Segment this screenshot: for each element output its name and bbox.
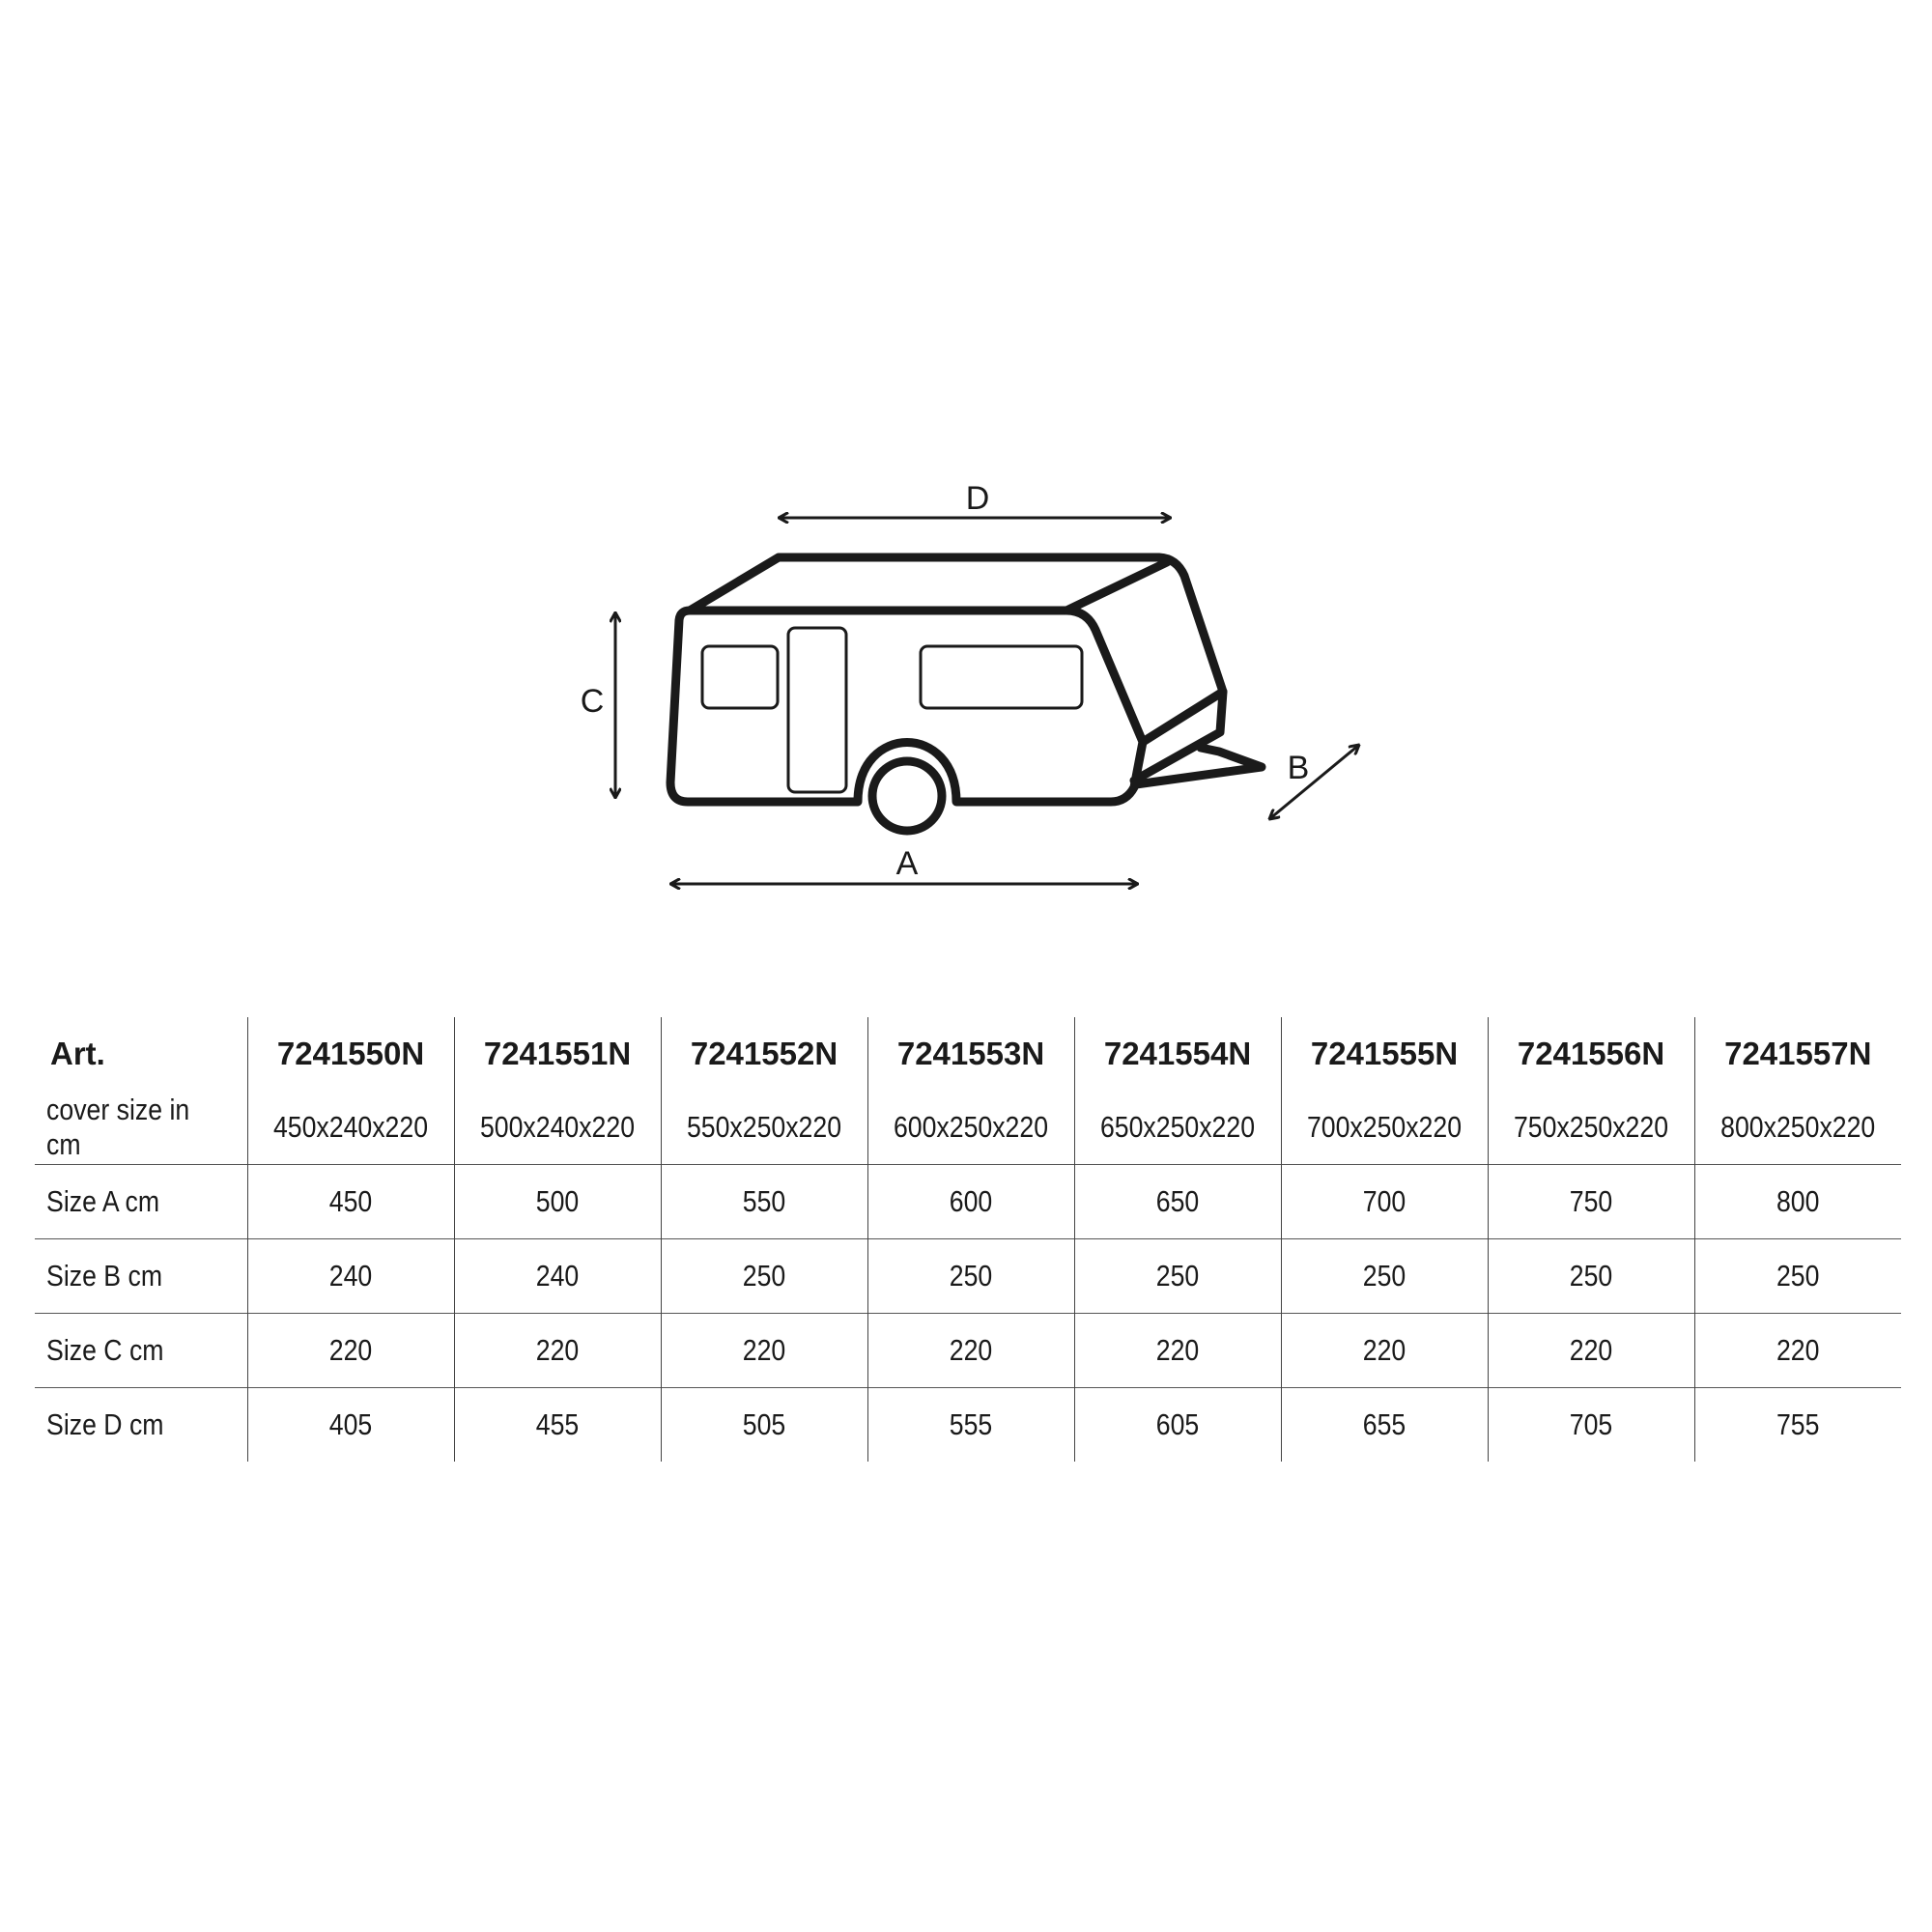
table-cell: 600 <box>882 1165 1060 1239</box>
table-row-size-a <box>35 1165 1901 1239</box>
table-cell: 600x250x220 <box>882 1091 1060 1165</box>
table-row-size-b <box>35 1239 1901 1314</box>
table-cell: 755 <box>1709 1388 1887 1463</box>
dimension-label-b: B <box>1287 750 1310 786</box>
article-number: 7241554N <box>1074 1017 1281 1091</box>
caravan-wheel <box>872 761 942 831</box>
table-cell: 240 <box>262 1239 440 1314</box>
caravan-window-main <box>921 646 1082 708</box>
row-label: Size C cm <box>46 1333 164 1367</box>
article-number: 7241551N <box>454 1017 661 1091</box>
table-cell: 505 <box>675 1388 853 1463</box>
table-cell: 220 <box>1502 1314 1680 1388</box>
caravan-window-rear <box>702 646 778 708</box>
table-cell: 455 <box>469 1388 646 1463</box>
table-row-cover-size <box>35 1091 1901 1165</box>
dimension-arrows <box>615 518 1359 884</box>
caravan-roof-edge <box>1066 562 1167 611</box>
table-cell: 220 <box>1295 1314 1473 1388</box>
caravan-body <box>670 611 1143 802</box>
table-cell: 250 <box>1709 1239 1887 1314</box>
dimension-label-d: D <box>965 480 990 517</box>
caravan-roof <box>690 557 1223 742</box>
caravan-outline <box>670 557 1262 831</box>
table-cell: 700x250x220 <box>1295 1091 1473 1165</box>
article-number: 7241557N <box>1694 1017 1901 1091</box>
row-label: Size A cm <box>46 1184 160 1218</box>
article-number: 7241553N <box>867 1017 1074 1091</box>
table-cell: 250 <box>1295 1239 1473 1314</box>
dimension-label-c: C <box>580 683 605 720</box>
table-row-size-d <box>35 1388 1901 1463</box>
table-cell: 220 <box>1709 1314 1887 1388</box>
table-cell: 800 <box>1709 1165 1887 1239</box>
row-label: Size B cm <box>46 1259 163 1293</box>
article-number: 7241552N <box>661 1017 867 1091</box>
table-cell: 450x240x220 <box>262 1091 440 1165</box>
table-cell: 250 <box>1089 1239 1266 1314</box>
table-cell: 555 <box>882 1388 1060 1463</box>
table-cell: 220 <box>262 1314 440 1388</box>
table-cell: 240 <box>469 1239 646 1314</box>
table-cell: 800x250x220 <box>1709 1091 1887 1165</box>
dimension-label-a: A <box>895 845 919 882</box>
caravan-door <box>788 628 846 792</box>
table-cell: 250 <box>675 1239 853 1314</box>
size-spec-table <box>35 1017 1901 1462</box>
table-cell: 550 <box>675 1165 853 1239</box>
header-label: Art. <box>50 1036 105 1071</box>
table-cell: 705 <box>1502 1388 1680 1463</box>
table-cell: 650x250x220 <box>1089 1091 1266 1165</box>
table-cell: 605 <box>1089 1388 1266 1463</box>
article-number: 7241555N <box>1281 1017 1488 1091</box>
table-cell: 220 <box>1089 1314 1266 1388</box>
table-cell: 250 <box>882 1239 1060 1314</box>
table-cell: 750 <box>1502 1165 1680 1239</box>
row-label: Size D cm <box>46 1407 164 1441</box>
table-cell: 500 <box>469 1165 646 1239</box>
table-cell: 220 <box>675 1314 853 1388</box>
table-cell: 500x240x220 <box>469 1091 646 1165</box>
table-cell: 250 <box>1502 1239 1680 1314</box>
table-cell: 450 <box>262 1165 440 1239</box>
table-cell: 220 <box>469 1314 646 1388</box>
row-label: cover size in cm <box>46 1093 190 1161</box>
dimension-arrow-b <box>1269 745 1359 819</box>
table-cell: 405 <box>262 1388 440 1463</box>
article-number: 7241550N <box>247 1017 454 1091</box>
table-cell: 220 <box>882 1314 1060 1388</box>
table-row-size-c <box>35 1314 1901 1388</box>
table-cell: 750x250x220 <box>1502 1091 1680 1165</box>
article-number: 7241556N <box>1488 1017 1694 1091</box>
table-header-row <box>35 1017 1901 1091</box>
table-cell: 655 <box>1295 1388 1473 1463</box>
table-cell: 550x250x220 <box>675 1091 853 1165</box>
table-cell: 700 <box>1295 1165 1473 1239</box>
table-cell: 650 <box>1089 1165 1266 1239</box>
